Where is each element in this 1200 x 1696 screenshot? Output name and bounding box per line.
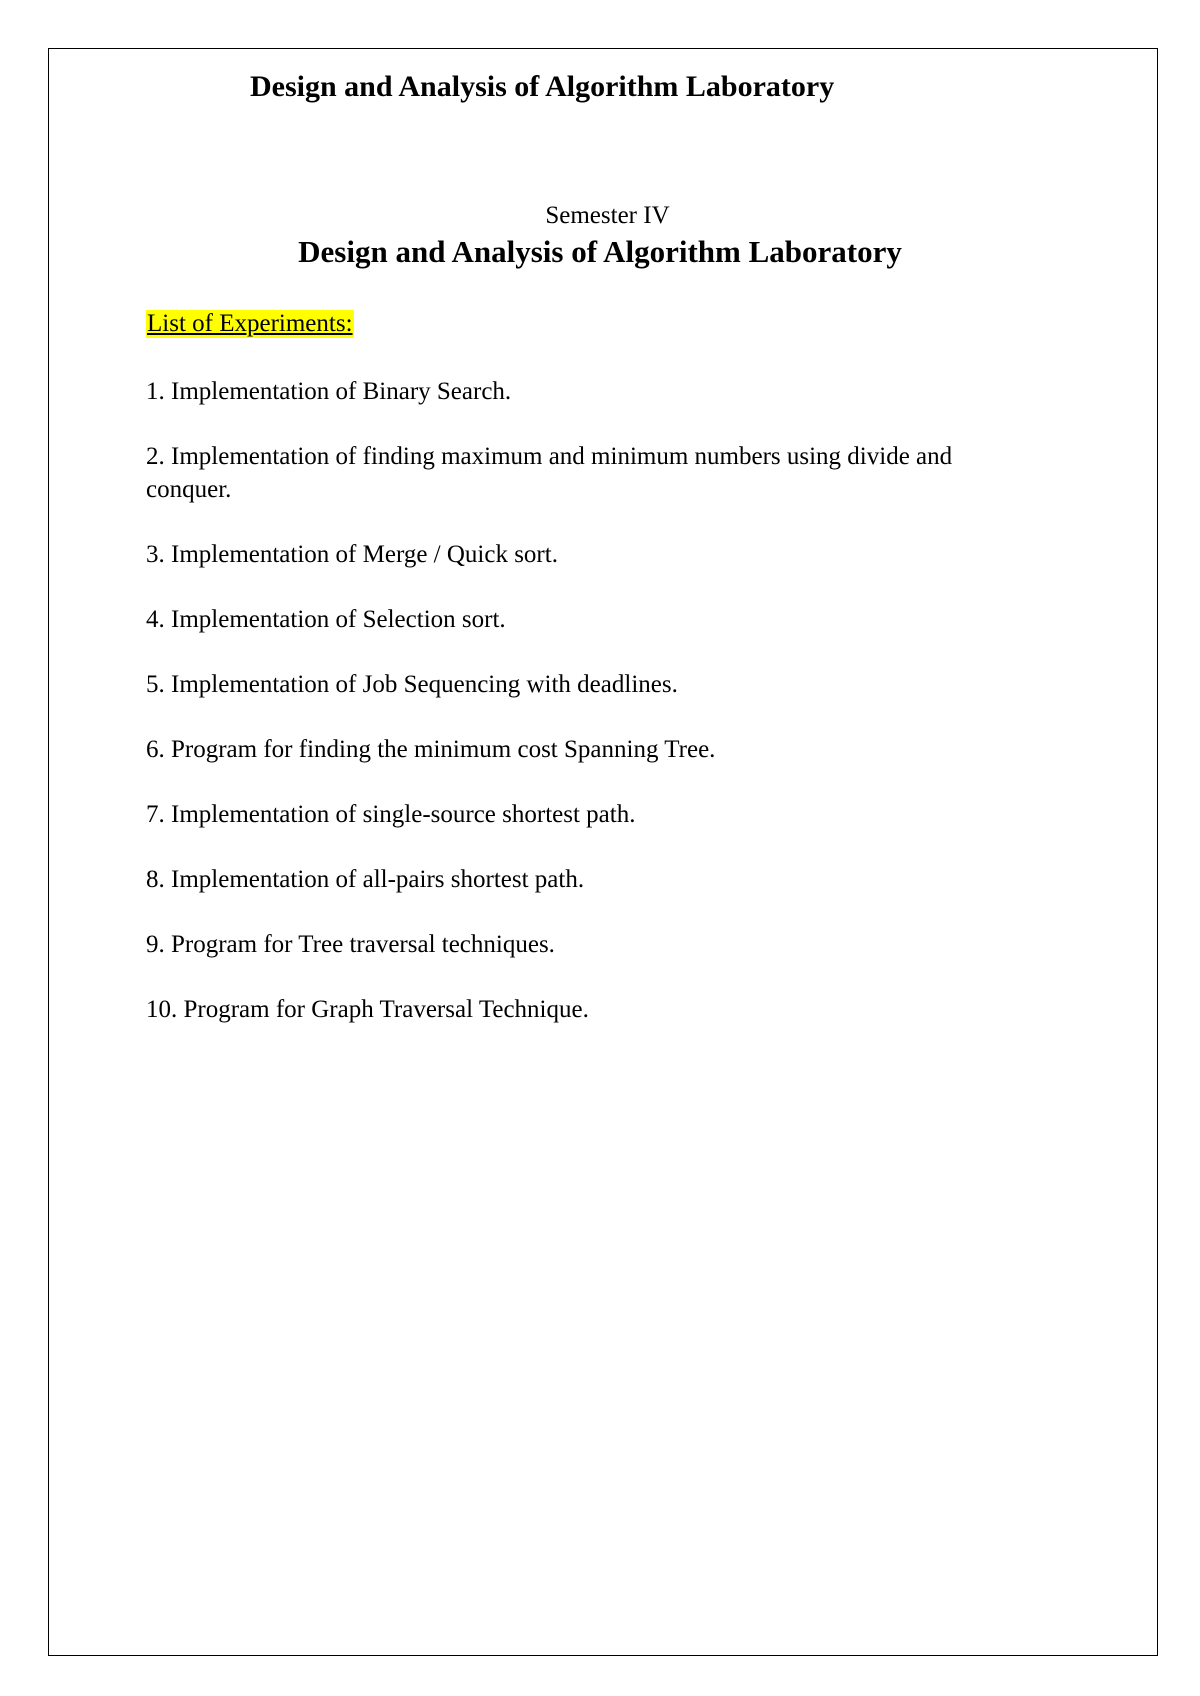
experiment-item: 4. Implementation of Selection sort. xyxy=(146,606,506,633)
experiment-item: 9. Program for Tree traversal techniques. xyxy=(146,931,555,958)
experiment-item: 3. Implementation of Merge / Quick sort. xyxy=(146,541,558,568)
experiment-item: 1. Implementation of Binary Search. xyxy=(146,378,512,405)
experiment-item: 6. Program for finding the minimum cost Spanning Tree. xyxy=(146,736,716,763)
experiment-item: 2. Implementation of finding maximum and minimum numbers using divide and conquer. xyxy=(146,443,953,503)
semester-label: Semester IV xyxy=(545,202,670,229)
page-header-title: Design and Analysis of Algorithm Laboratory xyxy=(250,70,835,103)
experiments-heading: List of Experiments: xyxy=(147,310,353,337)
course-title: Design and Analysis of Algorithm Laboratory xyxy=(298,234,902,269)
experiment-item: 8. Implementation of all-pairs shortest path. xyxy=(146,866,585,893)
experiment-item: 10. Program for Graph Traversal Technique. xyxy=(146,996,589,1023)
experiment-item: 5. Implementation of Job Sequencing with deadlines. xyxy=(146,671,678,698)
experiment-item: 7. Implementation of single-source shortest path. xyxy=(146,801,636,828)
experiments-list xyxy=(146,375,1026,1058)
